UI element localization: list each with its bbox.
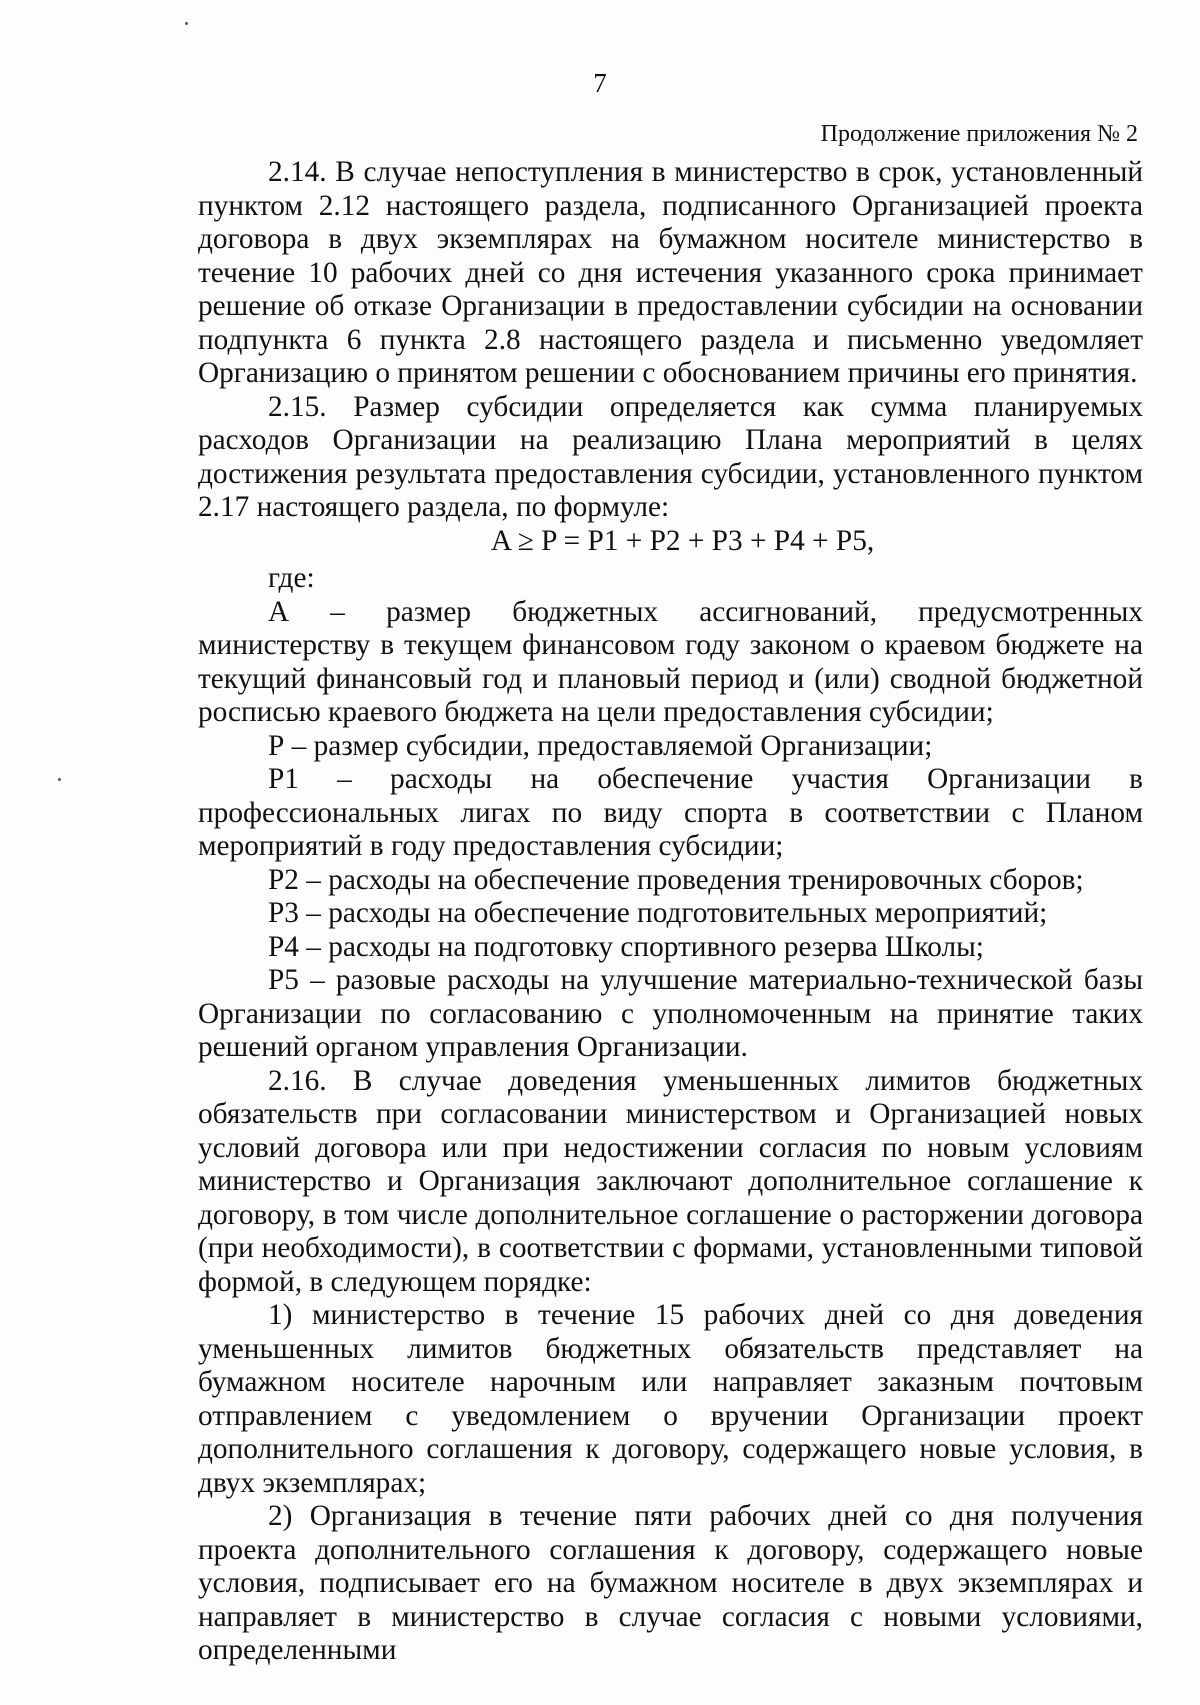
scan-speck-top-left <box>185 22 188 25</box>
definition-p1: Р1 – расходы на обеспечение участия Организации в профессиональных лигах по виду спорта в соответствии с Планом мероприятий в году предоставления субсидии; <box>198 763 1143 862</box>
definition-p3: Р3 – расходы на обеспечение подготовительных мероприятий; <box>268 897 1048 929</box>
appendix-continuation-note: Продолжение приложения № 2 <box>820 121 1138 147</box>
definition-a: А – размер бюджетных ассигнований, предусмотренных министерству в текущем финансовом году законом о краевом бюджете на текущий финансовый год и плановый период и (или) сводной бюджетной росписью краевого бюджета на цели предоставления субсидии; <box>198 595 1143 728</box>
scan-speck-left-margin <box>58 778 61 781</box>
paragraph-2-15: 2.15. Размер субсидии определяется как сумма планируемых расходов Организации на реализацию Плана мероприятий в целях достижения результата предоставления субсидии, установленного пунктом 2.17 настоящего раздела, по формуле: <box>198 390 1143 523</box>
list-item-1: 1) министерство в течение 15 рабочих дней со дня доведения уменьшенных лимитов бюджетных обязательств представляет на бумажном носителе нарочным или направляет заказным почтовым отправлением с уведомлением о вручении Организации проект дополнительного соглашения к договору, содержащего новые условия, в двух экземплярах; <box>198 1299 1143 1499</box>
document-body <box>198 156 1143 1668</box>
definition-p5: Р5 – разовые расходы на улучшение материально-технической базы Организации по согласованию с уполномоченным на принятие таких решений органом управления Организации. <box>198 964 1143 1063</box>
paragraph-2-14: 2.14. В случае непоступления в министерство в срок, установленный пунктом 2.12 настоящего раздела, подписанного Организацией проекта договора в двух экземплярах на бумажном носителе министерство в течение 10 рабочих дней со дня истечения указанного срока принимает решение об отказе Организации в предоставлении субсидии на основании подпункта 6 пункта 2.8 настоящего раздела и письменно уведомляет Организацию о принятом решении с обоснованием причины его принятия. <box>198 156 1143 389</box>
definition-p2: Р2 – расходы на обеспечение проведения тренировочных сборов; <box>268 863 1084 896</box>
definition-p: Р – размер субсидии, предоставляемой Организации; <box>268 729 933 762</box>
list-item-2: 2) Организация в течение пяти рабочих дней со дня получения проекта дополнительного соглашения к договору, содержащего новые условия, подписывает его на бумажном носителе в двух экземплярах и направляет в министерство в случае согласия с новыми условиями, определенными <box>198 1500 1143 1666</box>
page-number: 7 <box>593 68 607 98</box>
formula-where-label: где: <box>268 562 315 594</box>
definition-p4: Р4 – расходы на подготовку спортивного резерва Школы; <box>268 930 984 963</box>
subsidy-formula: A ≥ P = P1 + P2 + P3 + P4 + P5, <box>490 524 875 557</box>
paragraph-2-16: 2.16. В случае доведения уменьшенных лимитов бюджетных обязательств при согласовании министерством и Организацией новых условий договора или при недостижении согласия по новым условиям министерство и Организация заключают дополнительное соглашение к договору, в том числе дополнительное соглашение о расторжении договора (при необходимости), в соответствии с формами, установленными типовой формой, в следующем порядке: <box>198 1064 1143 1298</box>
